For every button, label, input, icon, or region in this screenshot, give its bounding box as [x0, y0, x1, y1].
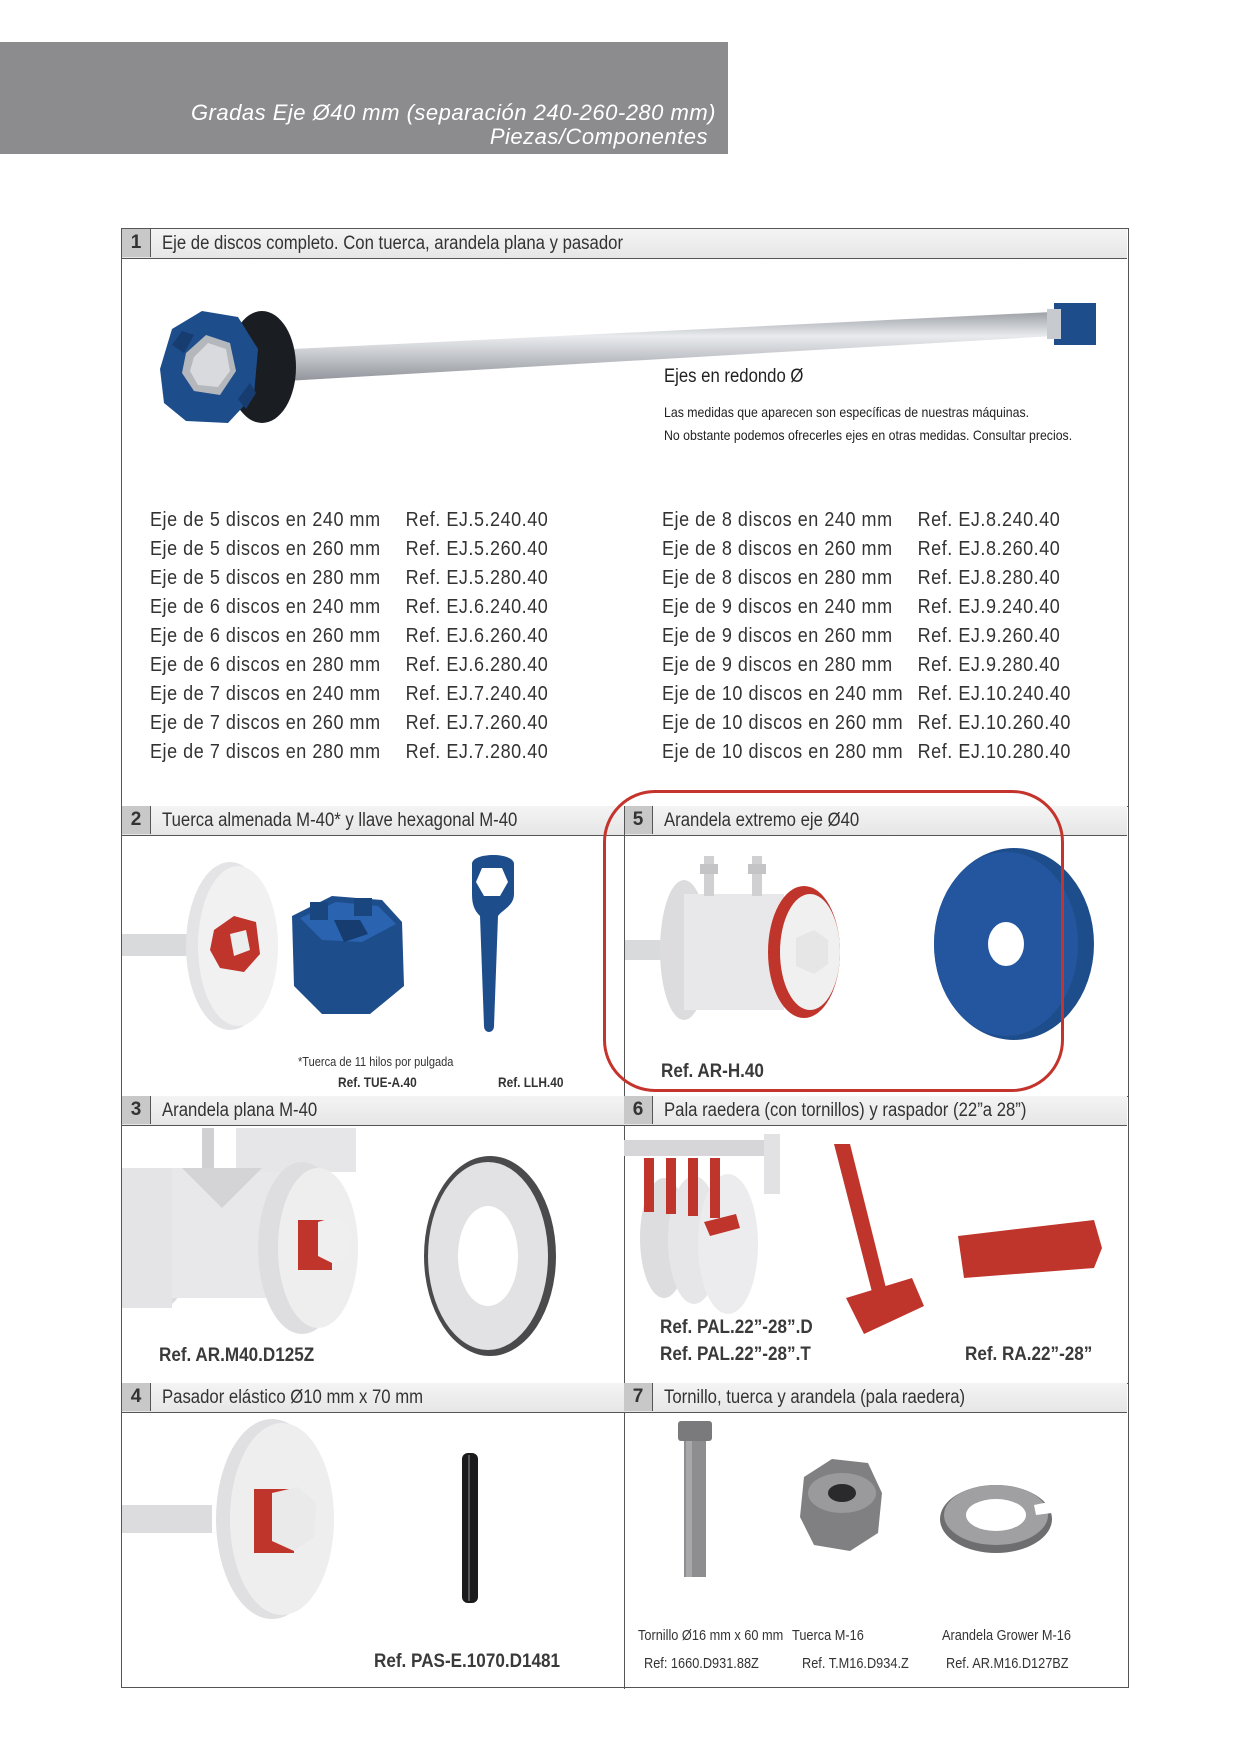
- axle-reference: Ref. EJ.5.260.40: [405, 538, 549, 560]
- axle-reference: Ref. EJ.9.260.40: [917, 625, 1061, 647]
- banner-subtitle: Piezas/Componentes: [489, 124, 708, 149]
- axle-list-left: [150, 506, 600, 767]
- ref-scraper-t: Ref. PAL.22”-28”.T: [660, 1344, 811, 1365]
- section-header: [122, 806, 624, 836]
- axle-reference: Ref. EJ.8.280.40: [917, 567, 1061, 589]
- section-title: Eje de discos completo. Con tuerca, arandela plana y pasador: [162, 233, 624, 254]
- axle-note-title: Ejes en redondo Ø: [664, 366, 804, 387]
- axle-description: Eje de 10 discos en 260 mm: [662, 712, 904, 734]
- axle-note-line1: Las medidas que aparecen son específicas de nuestras máquinas.: [664, 404, 1030, 420]
- ref-flat-washer: Ref. AR.M40.D125Z: [159, 1345, 315, 1366]
- section-title: Arandela extremo eje Ø40: [664, 810, 860, 831]
- axle-description: Eje de 7 discos en 240 mm: [150, 683, 381, 705]
- axle-reference: Ref. EJ.8.240.40: [917, 509, 1061, 531]
- section-title: Pasador elástico Ø10 mm x 70 mm: [162, 1387, 424, 1408]
- axle-reference: Ref. EJ.10.260.40: [917, 712, 1071, 734]
- section-header: [122, 229, 1127, 259]
- section-6: [624, 1096, 1127, 1383]
- hardware-reference: Ref. T.M16.D934.Z: [802, 1655, 909, 1672]
- section-title: Tornillo, tuerca y arandela (pala raedera): [664, 1387, 966, 1408]
- flat-washer-image: [122, 1128, 622, 1348]
- hardware-reference: Ref: 1660.D931.88Z: [644, 1655, 759, 1672]
- axle-list-item: [662, 506, 1067, 535]
- axle-reference: Ref. EJ.7.260.40: [405, 712, 549, 734]
- axle-description: Eje de 8 discos en 260 mm: [662, 538, 893, 560]
- ref-hex-key: Ref. LLH.40: [498, 1074, 564, 1090]
- section-3: [122, 1096, 624, 1383]
- axle-reference: Ref. EJ.7.240.40: [405, 683, 549, 705]
- banner-title: Gradas Eje Ø40 mm (separación 240-260-280 mm): [190, 100, 716, 125]
- section-2: [122, 806, 624, 1096]
- axle-reference: Ref. EJ.6.240.40: [405, 596, 549, 618]
- hardware-label: Tuerca M-16: [792, 1627, 864, 1644]
- axle-note-line2: No obstante podemos ofrecerles ejes en otras medidas. Consultar precios.: [664, 427, 1073, 443]
- axle-list-item: [150, 593, 555, 622]
- axle-list-item: [150, 709, 555, 738]
- axle-list-item: [150, 506, 555, 535]
- axle-reference: Ref. EJ.10.280.40: [917, 741, 1071, 763]
- section-4: [122, 1383, 624, 1689]
- axle-description: Eje de 5 discos en 240 mm: [150, 509, 381, 531]
- axle-description: Eje de 9 discos en 260 mm: [662, 625, 893, 647]
- axle-list-right: [662, 506, 1112, 767]
- axle-description: Eje de 10 discos en 280 mm: [662, 741, 904, 763]
- axle-description: Eje de 5 discos en 280 mm: [150, 567, 381, 589]
- axle-reference: Ref. EJ.8.260.40: [917, 538, 1061, 560]
- section-title: Tuerca almenada M-40* y llave hexagonal M-40: [162, 810, 518, 831]
- bolt-nut-washer-image: [624, 1417, 1124, 1587]
- axle-description: Eje de 9 discos en 280 mm: [662, 654, 893, 676]
- axle-list-item: [662, 622, 1067, 651]
- axle-reference: Ref. EJ.5.240.40: [405, 509, 549, 531]
- ref-end-washer: Ref. AR-H.40: [661, 1061, 764, 1082]
- axle-list-item: [662, 680, 1071, 709]
- section-number: 6: [624, 1096, 653, 1124]
- section-header: [624, 1383, 1127, 1413]
- section-number: 1: [122, 229, 151, 257]
- castle-nut-assembly-image: [122, 846, 622, 1046]
- axle-list-item: [662, 593, 1067, 622]
- highlight-circle: [603, 790, 1064, 1092]
- axle-reference: Ref. EJ.9.240.40: [917, 596, 1061, 618]
- section-title: Arandela plana M-40: [162, 1100, 318, 1121]
- section-number: 4: [122, 1383, 151, 1411]
- axle-description: Eje de 9 discos en 240 mm: [662, 596, 893, 618]
- header-banner: [0, 42, 728, 154]
- axle-reference: Ref. EJ.7.280.40: [405, 741, 549, 763]
- axle-description: Eje de 7 discos en 260 mm: [150, 712, 381, 734]
- axle-list-item: [662, 709, 1071, 738]
- axle-list-item: [662, 564, 1067, 593]
- ref-spring-pin: Ref. PAS-E.1070.D1481: [374, 1651, 560, 1672]
- axle-reference: Ref. EJ.5.280.40: [405, 567, 549, 589]
- hardware-label: Tornillo Ø16 mm x 60 mm: [638, 1627, 784, 1644]
- axle-list-item: [150, 622, 555, 651]
- axle-description: Eje de 6 discos en 240 mm: [150, 596, 381, 618]
- hardware-reference: Ref. AR.M16.D127BZ: [946, 1655, 1069, 1672]
- axle-description: Eje de 8 discos en 240 mm: [662, 509, 893, 531]
- section-number: 7: [624, 1383, 653, 1411]
- section-title: Pala raedera (con tornillos) y raspador (22”a 28”): [664, 1100, 1027, 1121]
- hardware-label: Arandela Grower M-16: [942, 1627, 1071, 1644]
- section-header: [624, 1096, 1127, 1126]
- axle-list-item: [150, 738, 555, 767]
- axle-reference: Ref. EJ.10.240.40: [917, 683, 1071, 705]
- section-number: 3: [122, 1096, 151, 1124]
- axle-description: Eje de 6 discos en 260 mm: [150, 625, 381, 647]
- axle-list-item: [150, 651, 555, 680]
- section-7: [624, 1383, 1127, 1689]
- section-number: 2: [122, 806, 151, 834]
- nut-footnote: *Tuerca de 11 hilos por pulgada: [298, 1054, 454, 1069]
- section-header: [122, 1096, 624, 1126]
- ref-scraper-d: Ref. PAL.22”-28”.D: [660, 1317, 813, 1338]
- section-number: 5: [624, 806, 653, 834]
- axle-list-item: [662, 535, 1067, 564]
- axle-description: Eje de 10 discos en 240 mm: [662, 683, 904, 705]
- ref-castle-nut: Ref. TUE-A.40: [338, 1074, 417, 1090]
- axle-description: Eje de 7 discos en 280 mm: [150, 741, 381, 763]
- axle-reference: Ref. EJ.6.280.40: [405, 654, 549, 676]
- axle-description: Eje de 8 discos en 280 mm: [662, 567, 893, 589]
- section-header: [122, 1383, 624, 1413]
- section-1: [122, 229, 1127, 806]
- axle-reference: Ref. EJ.9.280.40: [917, 654, 1061, 676]
- spring-pin-image: [122, 1417, 622, 1637]
- axle-list-item: [662, 738, 1071, 767]
- axle-list-item: [150, 680, 555, 709]
- axle-list-item: [150, 535, 555, 564]
- axle-reference: Ref. EJ.6.260.40: [405, 625, 549, 647]
- ref-scraper-ra: Ref. RA.22”-28”: [965, 1344, 1093, 1365]
- axle-description: Eje de 5 discos en 260 mm: [150, 538, 381, 560]
- axle-description: Eje de 6 discos en 280 mm: [150, 654, 381, 676]
- axle-list-item: [662, 651, 1067, 680]
- axle-list-item: [150, 564, 555, 593]
